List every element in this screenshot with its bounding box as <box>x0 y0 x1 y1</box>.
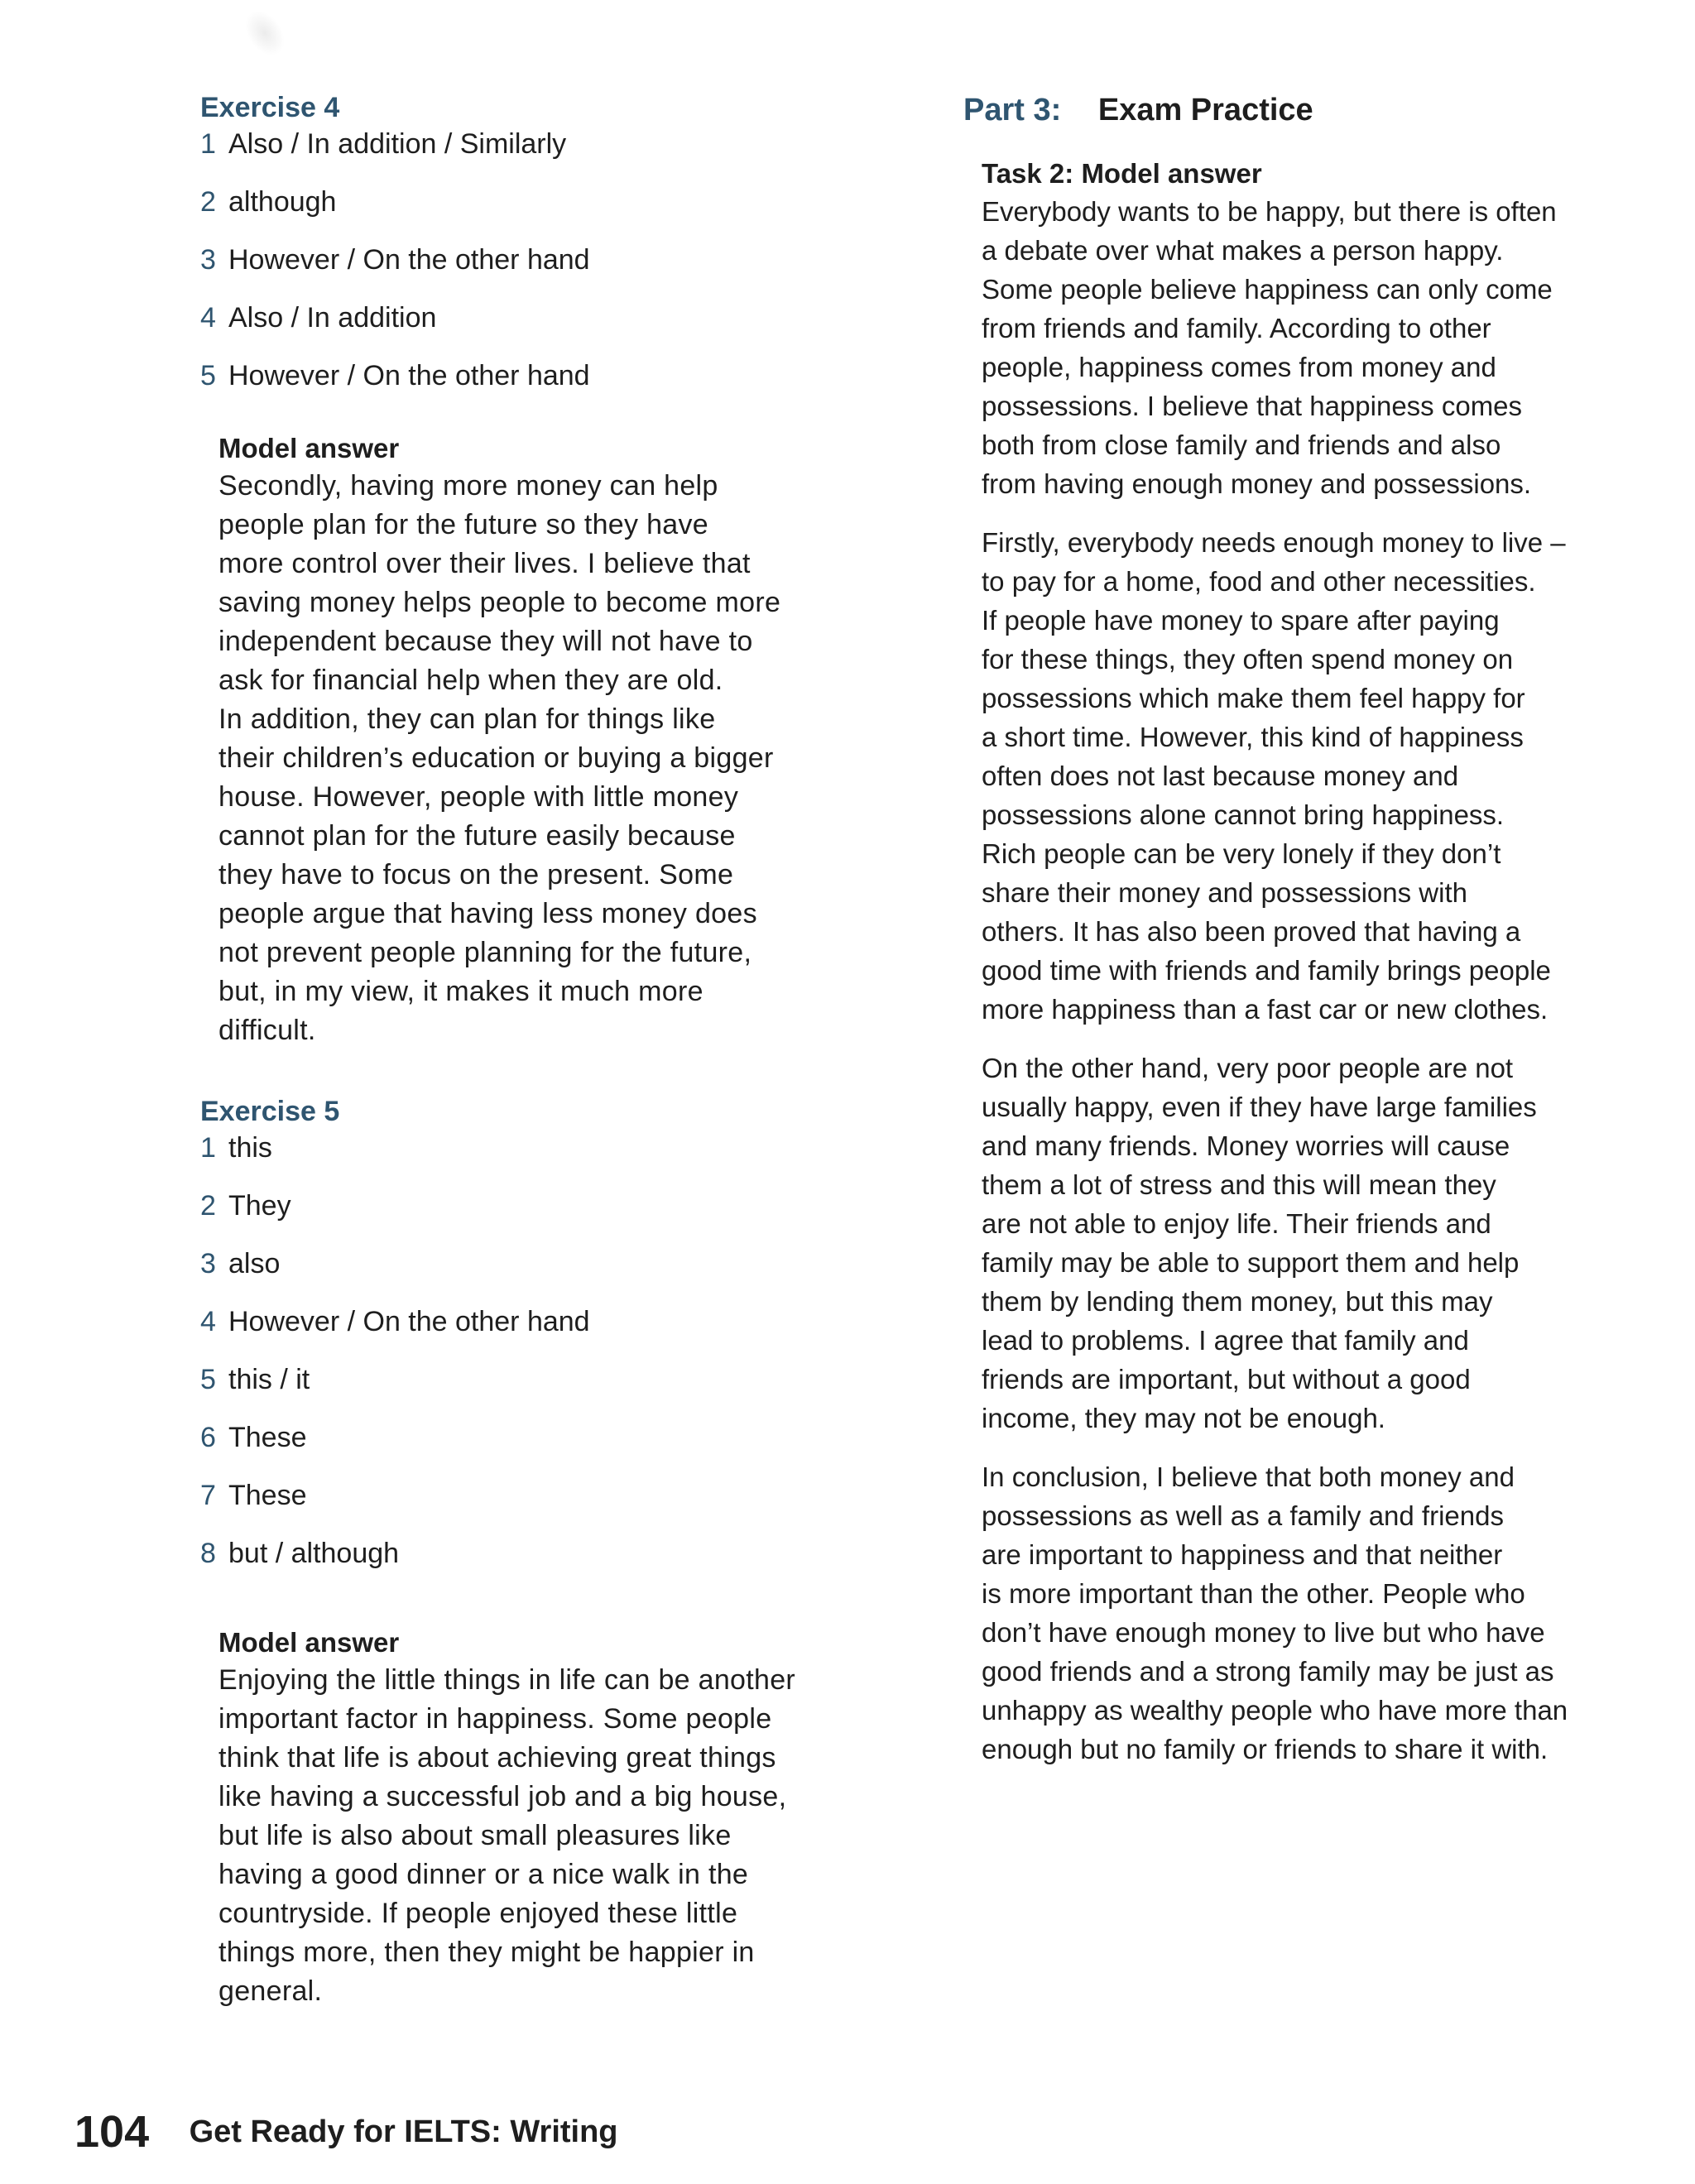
exercise-5-model-answer <box>218 1625 846 2011</box>
exercise-4-section <box>200 89 846 1050</box>
answer-text: They <box>228 1190 291 1222</box>
text-line: general. <box>218 1975 323 2007</box>
answer-text: Also / In addition <box>228 302 437 334</box>
text-line: enough but no family or friends to share it with. <box>982 1734 1549 1764</box>
text-line: more control over their lives. I believe that <box>218 548 751 579</box>
text-line: things more, then they might be happier in <box>218 1937 755 1968</box>
answer-text: These <box>228 1422 307 1453</box>
text-line: possessions as well as a family and friends <box>982 1500 1504 1531</box>
answer-text: However / On the other hand <box>228 1306 590 1337</box>
text-line: others. It has also been proved that having a <box>982 916 1521 947</box>
text-line: Enjoying the little things in life can be another <box>218 1664 796 1696</box>
model-answer-title: Model answer <box>218 433 400 463</box>
text-line: Firstly, everybody needs enough money to live – <box>982 527 1566 558</box>
text-line: to pay for a home, food and other necessities. <box>982 566 1536 597</box>
part-label: Part 3: <box>963 93 1062 127</box>
text-line: In conclusion, I believe that both money and <box>982 1462 1515 1492</box>
part-title: Exam Practice <box>1097 93 1313 127</box>
answer-text: These <box>228 1480 307 1511</box>
text-line: unhappy as wealthy people who have more than <box>982 1695 1568 1726</box>
text-line: On the other hand, very poor people are not <box>982 1053 1514 1083</box>
model-answer-text <box>218 1661 846 2011</box>
answer-item <box>200 1535 846 1572</box>
answer-item <box>200 358 846 394</box>
essay-body <box>963 192 1592 1769</box>
answer-number: 4 <box>200 302 216 334</box>
exercise-5-answer-list <box>200 1130 846 1572</box>
text-line: Rich people can be very lonely if they don’t <box>982 838 1501 869</box>
answer-item <box>200 300 846 336</box>
model-answer-text <box>218 467 846 1050</box>
answer-number: 4 <box>200 1306 216 1337</box>
exercise-4-heading: Exercise 4 <box>200 92 340 123</box>
text-line: ask for financial help when they are old. <box>218 665 723 696</box>
answer-item <box>200 1419 846 1456</box>
text-line: lead to problems. I agree that family and <box>982 1325 1469 1356</box>
text-line: their children’s education or buying a bigger <box>218 742 774 774</box>
answer-text: this / it <box>228 1364 310 1395</box>
text-line: people argue that having less money does <box>218 898 757 929</box>
text-line: family may be able to support them and help <box>982 1247 1520 1278</box>
text-line: Some people believe happiness can only come <box>982 274 1553 305</box>
answer-number: 6 <box>200 1422 216 1453</box>
text-line: from friends and family. According to other <box>982 313 1491 343</box>
answer-text: However / On the other hand <box>228 360 590 391</box>
page-number: 104 <box>74 2107 150 2157</box>
text-line: good friends and a strong family may be just as <box>982 1656 1554 1687</box>
text-line: a short time. However, this kind of happiness <box>982 722 1524 752</box>
text-line: is more important than the other. People who <box>982 1578 1525 1609</box>
answer-number: 1 <box>200 128 216 160</box>
essay-paragraph <box>982 1457 1592 1769</box>
task-title: Task 2: Model answer <box>982 158 1262 189</box>
text-line: cannot plan for the future easily because <box>218 820 736 852</box>
text-line: usually happy, even if they have large families <box>982 1092 1537 1122</box>
answer-text: Also / In addition / Similarly <box>228 128 567 160</box>
answer-text: this <box>228 1132 272 1164</box>
answer-text: although <box>228 186 337 218</box>
text-line: Secondly, having more money can help <box>218 470 718 502</box>
text-line: saving money helps people to become more <box>218 587 781 618</box>
essay-paragraph <box>982 192 1592 503</box>
page-footer <box>74 2107 618 2157</box>
text-line: important factor in happiness. Some people <box>218 1703 772 1735</box>
answer-number: 5 <box>200 1364 216 1395</box>
text-line: them a lot of stress and this will mean they <box>982 1169 1496 1200</box>
text-line: If people have money to spare after paying <box>982 605 1500 636</box>
text-line: people, happiness comes from money and <box>982 352 1496 382</box>
text-line: but life is also about small pleasures like <box>218 1820 732 1851</box>
text-line: but, in my view, it makes it much more <box>218 976 703 1007</box>
scan-smudge <box>237 3 292 63</box>
answer-item <box>200 1246 846 1282</box>
text-line: people plan for the future so they have <box>218 509 708 540</box>
exercise-5-section <box>200 1093 846 2011</box>
right-column <box>963 89 1592 1788</box>
answer-number: 8 <box>200 1538 216 1569</box>
answer-text: but / although <box>228 1538 400 1569</box>
part-heading <box>963 89 1592 131</box>
answer-number: 1 <box>200 1132 216 1164</box>
text-line: not prevent people planning for the future, <box>218 937 752 968</box>
text-line: them by lending them money, but this may <box>982 1286 1493 1317</box>
answer-text: also <box>228 1248 281 1279</box>
answer-number: 5 <box>200 360 216 391</box>
model-answer-title: Model answer <box>218 1627 400 1658</box>
exercise-5-heading: Exercise 5 <box>200 1096 340 1127</box>
answer-item <box>200 242 846 278</box>
answer-item <box>200 1477 846 1514</box>
text-line: having a good dinner or a nice walk in the <box>218 1859 749 1890</box>
answer-text: However / On the other hand <box>228 244 590 276</box>
text-line: difficult. <box>218 1015 316 1046</box>
text-line: they have to focus on the present. Some <box>218 859 734 890</box>
text-line: both from close family and friends and also <box>982 430 1501 460</box>
text-line: possessions. I believe that happiness comes <box>982 391 1523 421</box>
exercise-4-answer-list <box>200 126 846 394</box>
answer-number: 7 <box>200 1480 216 1511</box>
text-line: possessions alone cannot bring happiness. <box>982 799 1505 830</box>
text-line: think that life is about achieving great things <box>218 1742 776 1774</box>
text-line: good time with friends and family brings people <box>982 955 1551 986</box>
text-line: countryside. If people enjoyed these little <box>218 1898 738 1929</box>
text-line: like having a successful job and a big house, <box>218 1781 787 1812</box>
text-line: Everybody wants to be happy, but there is often <box>982 196 1557 227</box>
text-line: income, they may not be enough. <box>982 1403 1385 1433</box>
text-line: often does not last because money and <box>982 761 1459 791</box>
text-line: In addition, they can plan for things like <box>218 703 716 735</box>
answer-number: 3 <box>200 1248 216 1279</box>
left-column <box>200 89 846 2011</box>
answer-item <box>200 184 846 220</box>
text-line: are important to happiness and that neither <box>982 1539 1503 1570</box>
text-line: don’t have enough money to live but who have <box>982 1617 1545 1648</box>
text-line: and many friends. Money worries will cause <box>982 1130 1510 1161</box>
essay-paragraph <box>982 523 1592 1029</box>
text-line: share their money and possessions with <box>982 877 1467 908</box>
text-line: house. However, people with little money <box>218 781 739 813</box>
answer-item <box>200 1361 846 1398</box>
answer-number: 3 <box>200 244 216 276</box>
answer-item <box>200 1188 846 1224</box>
answer-number: 2 <box>200 1190 216 1222</box>
answer-item <box>200 1303 846 1340</box>
text-line: are not able to enjoy life. Their friends and <box>982 1208 1491 1239</box>
text-line: a debate over what makes a person happy. <box>982 235 1504 266</box>
text-line: from having enough money and possessions. <box>982 468 1532 499</box>
text-line: for these things, they often spend money on <box>982 644 1514 674</box>
essay-paragraph <box>982 1049 1592 1438</box>
text-line: friends are important, but without a good <box>982 1364 1471 1394</box>
answer-item <box>200 126 846 162</box>
text-line: possessions which make them feel happy for <box>982 683 1525 713</box>
text-line: more happiness than a fast car or new clothes. <box>982 994 1549 1025</box>
answer-number: 2 <box>200 186 216 218</box>
exercise-4-model-answer <box>218 430 846 1050</box>
text-line: independent because they will not have to <box>218 626 753 657</box>
book-title: Get Ready for IELTS: Writing <box>189 2114 618 2149</box>
answer-item <box>200 1130 846 1166</box>
